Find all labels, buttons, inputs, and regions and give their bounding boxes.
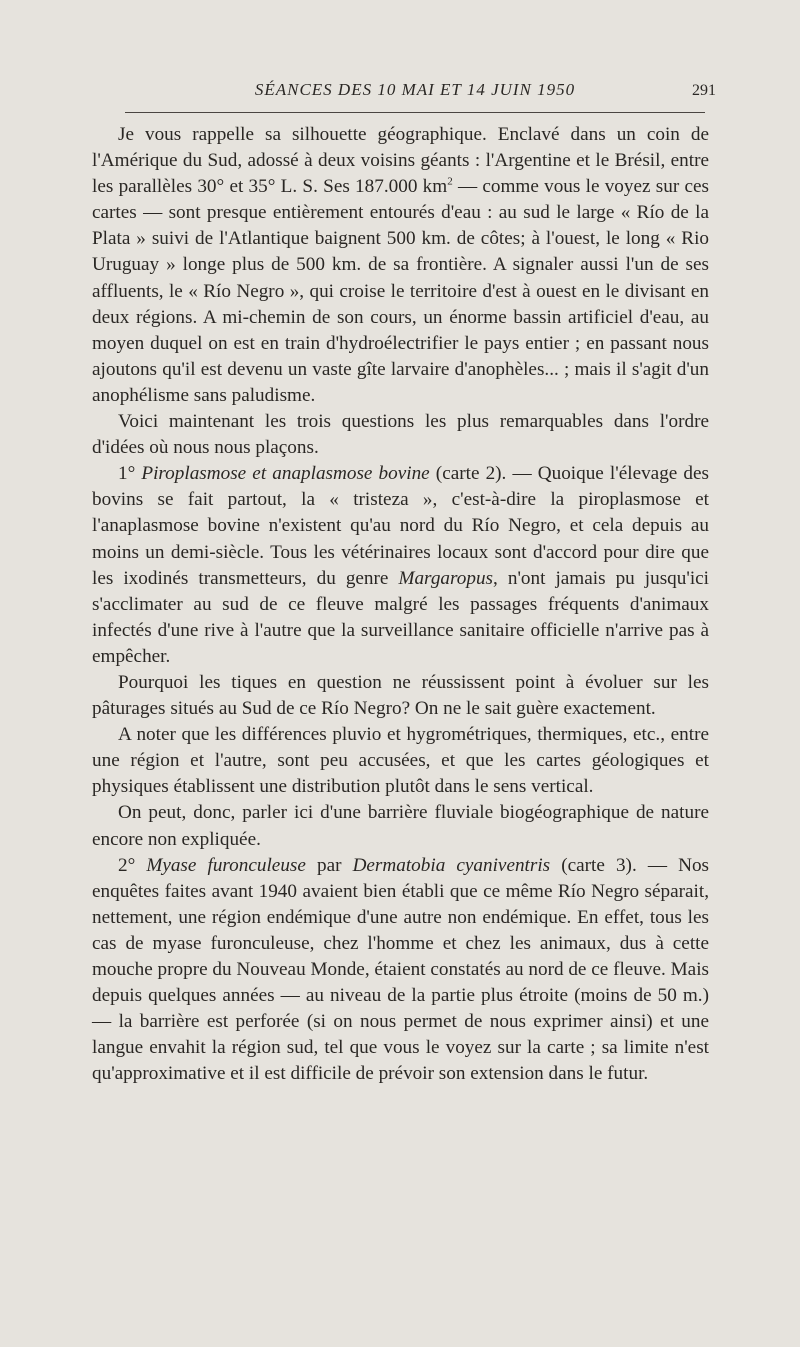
paragraph-6: On peut, donc, parler ici d'une barrière fluviale biogéographique de nature encore non expliquée. xyxy=(92,802,709,850)
header-rule xyxy=(125,112,705,113)
paragraph-7 xyxy=(92,853,709,1088)
paragraph-3-text-cont: , n'ont jamais pu jusqu'ici s'acclimater au sud de ce fleuve malgré les passages fréquents d'animaux infectés d'une rive à l'autre que la surveillance sanitaire officielle n'arrive pas à empêcher. xyxy=(92,567,710,667)
paragraph-5: A noter que les différences pluvio et hygrométriques, thermiques, etc., entre une région et l'autre, sont peu accusées, et que les cartes géologiques et physiques établissent une distribution plutôt dans le sens vertical. xyxy=(92,724,709,798)
section-title-myase: Myase furonculeuse xyxy=(146,854,306,876)
paragraph-1-text: Je vous rappelle sa silhouette géographique. Enclavé dans un coin de l'Amérique du Sud, adossé à deux voisins géants : l'Argentine et le Brésil, entre les parallèles 30° et 35° L. S. Ses 187.000 km xyxy=(92,124,709,198)
page-number: 291 xyxy=(692,82,716,99)
paragraph-7-text: (carte 3). — Nos enquêtes faites avant 1940 avaient bien établi que ce même Río Negro séparait, nettement, une région endémique d'une autre non endémique. En effet, tous les cas de myase furonculeuse, chez l'homme et chez les animaux, dus à cette mouche propre du Nouveau Monde, étaient constatés au nord de ce fleuve. Mais depuis quelques années — au niveau de la partie plus étroite (moins de 50 m.) — la barrière est perforée (si on nous permet de nous exprimer ainsi) et une langue envahit la région sud, tel que vous le voyez sur la carte ; sa limite n'est qu'approximative et il est difficile de prévoir son extension dans le futur. xyxy=(92,854,709,1085)
species-dermatobia: Dermatobia cyaniventris xyxy=(352,854,551,876)
body-text xyxy=(92,122,709,1087)
paragraph-2: Voici maintenant les trois questions les plus remarquables dans l'ordre d'idées où nous nous plaçons. xyxy=(92,411,709,459)
paragraph-1 xyxy=(92,122,709,409)
section-number-2: 2° xyxy=(118,854,147,876)
paragraph-3 xyxy=(92,461,709,670)
section-number-1: 1° xyxy=(118,463,142,485)
paragraph-4: Pourquoi les tiques en question ne réussissent point à évoluer sur les pâturages situés au Sud de ce Río Negro? On ne le sait guère exactement. xyxy=(92,671,709,720)
paragraph-1-text-cont: — comme vous le voyez sur ces cartes — sont presque entièrement entourés d'eau : au sud le large « Río de la Plata » suivi de l'Atlantique baignent 500 km. de côtes; à l'ouest, le long « Rio Uruguay » longe plus de 500 km. de sa frontière. A signaler aussi l'un de ses affluents, le « Río Negro », qui croise le territoire d'est à ouest en le divisant en deux régions. A mi-chemin de son cours, un énorme bassin artificiel d'eau, au moyen duquel on est en train d'hydroélectrifier le pays entier ; en passant nous ajoutons qu'il est devenu un vaste gîte larvaire d'anophèles... ; mais il s'agit d'un anophélisme sans paludisme. xyxy=(92,176,709,406)
superscript-2: 2 xyxy=(447,175,453,188)
paragraph-7-par: par xyxy=(305,854,353,876)
genus-margaropus: Margaropus xyxy=(398,567,494,589)
page-header xyxy=(122,80,716,110)
section-title-piroplasmose: Piroplasmose et anaplasmose bovine xyxy=(141,463,430,485)
paragraph-3-text: (carte 2). — Quoique l'élevage des bovins se fait partout, la « tristeza », c'est-à-dire la piroplasmose et l'anaplasmose bovine n'existent qu'au nord du Río Negro, et cela depuis au moins un demi-siècle. Tous les vétérinaires locaux sont d'accord pour dire que les ixodinés transmetteurs, du genre xyxy=(92,463,709,589)
running-head: SÉANCES DES 10 MAI ET 14 JUIN 1950 xyxy=(254,80,576,99)
